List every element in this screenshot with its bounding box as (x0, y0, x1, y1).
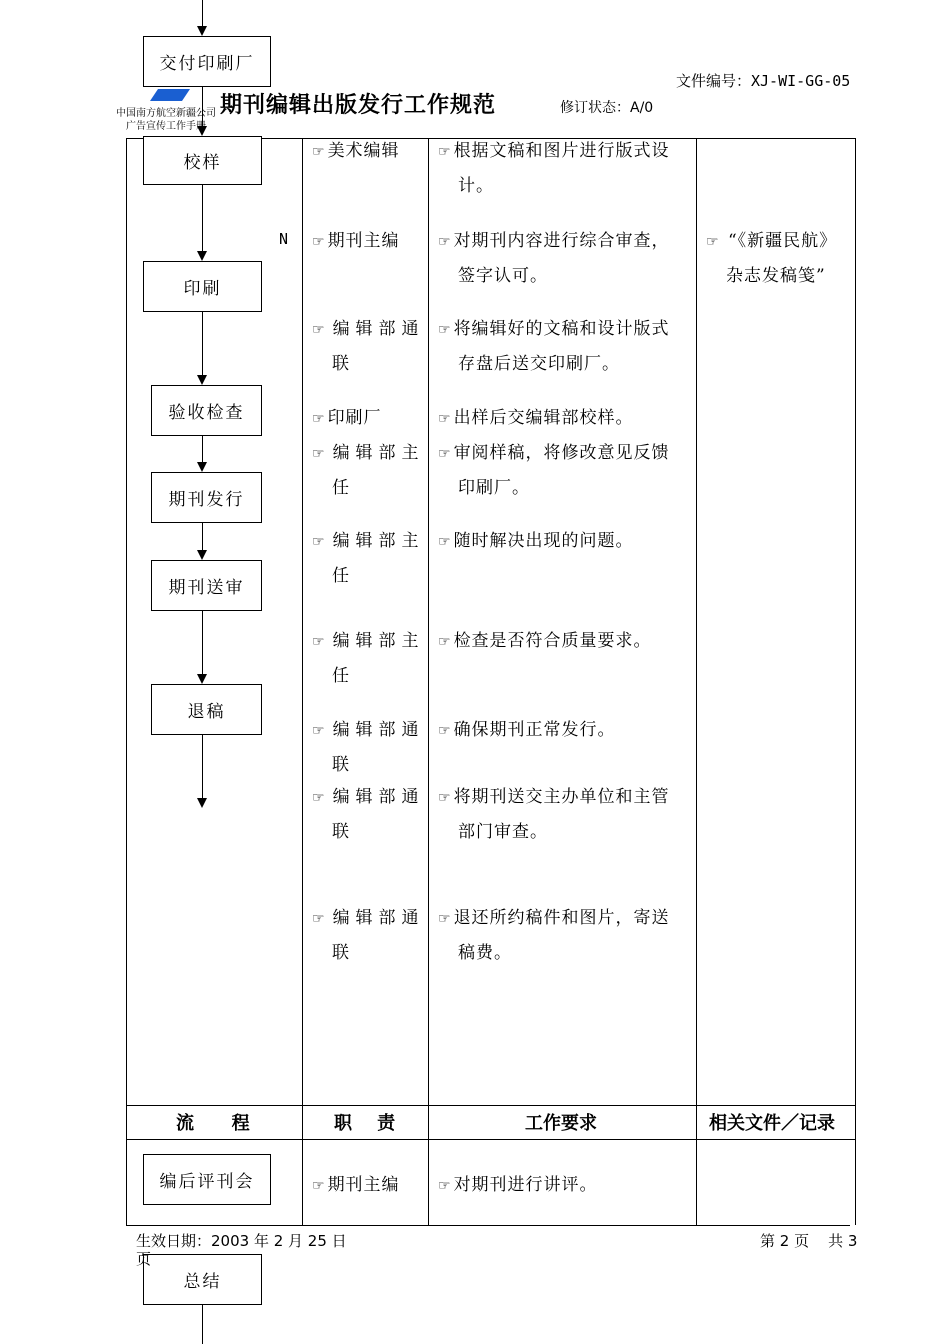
pointer-icon: ☞ (438, 1178, 452, 1194)
pointer-icon: ☞ (312, 411, 326, 427)
col-header-flow: 流 程 (176, 1113, 250, 1134)
req-cell (438, 624, 693, 659)
col-divider-2 (428, 138, 429, 1225)
req-text: 印刷厂。 (458, 478, 530, 498)
role-text: 印刷厂 (327, 408, 382, 428)
pointer-icon: ☞ (438, 911, 452, 927)
role-text: 任 (332, 478, 355, 498)
role-cell (312, 713, 425, 782)
pointer-icon: ☞ (438, 634, 452, 650)
req-text: 对期刊内容进行综合审查， (453, 231, 670, 251)
role-text: 联 (332, 354, 355, 374)
req-cell (438, 713, 693, 748)
arrow-down-icon (197, 674, 207, 684)
flow-step-delivery: 交付印刷厂 (143, 36, 271, 87)
pointer-icon: ☞ (438, 790, 452, 806)
doc-text: “《新疆民航》 (727, 231, 838, 251)
req-text: 将期刊送交主办单位和主管 (453, 787, 670, 807)
req-text: 存盘后送交印刷厂。 (458, 354, 620, 374)
role-cell (312, 901, 425, 970)
arrow-down-icon (197, 126, 207, 136)
role-text: 联 (332, 822, 355, 842)
req-text: 稿费。 (458, 943, 512, 963)
page-title: 期刊编辑出版发行工作规范 (220, 93, 497, 118)
req-cell (438, 134, 693, 203)
flow-line (202, 610, 203, 674)
flow-step-review: 期刊送审 (151, 560, 262, 611)
role-cell (312, 524, 425, 593)
pointer-icon: ☞ (706, 234, 720, 250)
role-cell (312, 436, 425, 505)
pointer-icon: ☞ (312, 234, 326, 250)
role-text: 期刊主编 (327, 1175, 400, 1195)
role-text: 编辑部主 (332, 443, 425, 463)
role-cell (312, 1168, 400, 1203)
req-text: 签字认可。 (458, 266, 548, 286)
arrow-down-icon (197, 798, 207, 808)
req-text: 检查是否符合质量要求。 (453, 631, 652, 651)
req-text: 审阅样稿，将修改意见反馈 (453, 443, 670, 463)
col-header-doc: 相关文件／记录 (709, 1113, 835, 1134)
flow-line (202, 311, 203, 375)
role-text: 编辑部通 (332, 908, 425, 928)
flow-line (202, 734, 203, 798)
revision-status: 修订状态：A/0 (560, 100, 654, 116)
role-cell (312, 401, 382, 436)
flow-step-meeting: 编后评刊会 (143, 1154, 271, 1205)
flow-step-return: 退稿 (151, 684, 262, 735)
role-text: 期刊主编 (327, 231, 400, 251)
req-cell (438, 401, 693, 436)
role-cell (312, 312, 425, 381)
req-text: 确保期刊正常发行。 (453, 720, 616, 740)
role-text: 编辑部通 (332, 720, 425, 740)
pointer-icon: ☞ (312, 446, 331, 462)
col-header-req: 工作要求 (525, 1113, 597, 1134)
pointer-icon: ☞ (312, 790, 331, 806)
arrow-down-icon (197, 375, 207, 385)
req-cell (438, 901, 693, 970)
page-number-cont: 页 (136, 1250, 152, 1268)
role-text: 编辑部主 (332, 531, 425, 551)
page-number: 第 2 页 共 3 (760, 1232, 858, 1250)
flow-line (202, 1304, 203, 1344)
role-text: 编辑部通 (332, 787, 425, 807)
req-cell (438, 780, 693, 849)
pointer-icon: ☞ (312, 322, 331, 338)
doc-cell (706, 224, 856, 293)
role-text: 联 (332, 943, 355, 963)
arrow-down-icon (197, 462, 207, 472)
pointer-icon: ☞ (438, 534, 452, 550)
role-text: 任 (332, 566, 355, 586)
pointer-icon: ☞ (312, 144, 326, 160)
pointer-icon: ☞ (312, 723, 331, 739)
arrow-down-icon (197, 26, 207, 36)
role-text: 美术编辑 (327, 141, 400, 161)
flow-line (202, 86, 203, 126)
arrow-down-icon (197, 251, 207, 261)
flow-step-issue: 期刊发行 (151, 472, 262, 523)
footer-rule (126, 1225, 850, 1226)
req-text: 将编辑好的文稿和设计版式 (453, 319, 670, 339)
role-cell (312, 624, 425, 693)
company-name: 中国南方航空新疆公司 (116, 108, 216, 119)
col-divider-1 (302, 138, 303, 1225)
header-row-bottom (126, 1139, 856, 1140)
col-header-role: 职 责 (334, 1113, 396, 1134)
pointer-icon: ☞ (438, 234, 452, 250)
doc-text: 杂志发稿笺” (726, 266, 826, 286)
req-cell (438, 524, 693, 559)
req-text: 出样后交编辑部校样。 (453, 408, 634, 428)
flow-line (202, 184, 203, 251)
role-cell (312, 224, 400, 259)
req-text: 部门审查。 (458, 822, 548, 842)
flow-line (202, 522, 203, 550)
pointer-icon: ☞ (438, 322, 452, 338)
flow-step-print: 印刷 (143, 261, 262, 312)
req-cell (438, 436, 693, 505)
pointer-icon: ☞ (438, 144, 452, 160)
arrow-down-icon (197, 550, 207, 560)
flow-step-inspect: 验收检查 (151, 385, 262, 436)
req-cell (438, 224, 693, 293)
table-right-border (855, 138, 856, 1225)
pointer-icon: ☞ (312, 1178, 326, 1194)
req-text: 随时解决出现的问题。 (453, 531, 634, 551)
doc-number: 文件编号：XJ-WI-GG-05 (676, 72, 851, 90)
pointer-icon: ☞ (312, 534, 331, 550)
pointer-icon: ☞ (438, 723, 452, 739)
role-text: 编辑部主 (332, 631, 425, 651)
req-cell (438, 312, 693, 381)
role-cell (312, 780, 425, 849)
table-left-border (126, 138, 127, 1225)
role-text: 编辑部通 (332, 319, 425, 339)
pointer-icon: ☞ (312, 911, 331, 927)
pointer-icon: ☞ (438, 446, 452, 462)
flow-step-proofread: 校样 (143, 136, 262, 185)
logo-icon (150, 89, 190, 101)
pointer-icon: ☞ (438, 411, 452, 427)
req-text: 退还所约稿件和图片，寄送 (453, 908, 670, 928)
req-text: 根据文稿和图片进行版式设 (453, 141, 670, 161)
col-divider-3 (696, 138, 697, 1225)
effective-date: 生效日期：2003 年 2 月 25 日 (136, 1232, 347, 1250)
req-cell (438, 1168, 693, 1203)
req-text: 计。 (458, 176, 494, 196)
manual-name: 广告宣传工作手册 (126, 121, 206, 132)
flow-no-label: N (279, 230, 289, 248)
role-text: 任 (332, 666, 355, 686)
role-cell (312, 134, 400, 169)
req-text: 对期刊进行讲评。 (453, 1175, 598, 1195)
header-row-top (126, 1105, 856, 1106)
flow-line (202, 435, 203, 462)
flow-line (202, 0, 203, 26)
flow-step-summary: 总结 (143, 1254, 262, 1305)
company-logo (150, 86, 190, 98)
pointer-icon: ☞ (312, 634, 331, 650)
role-text: 联 (332, 755, 355, 775)
